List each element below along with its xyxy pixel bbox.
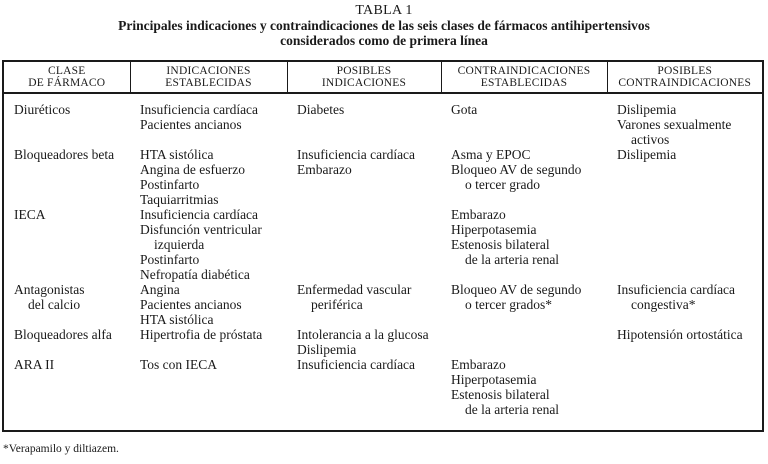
cell-contraindicaciones: Embarazo Hiperpotasemia Estenosis bilateral de la arteria renal — [451, 207, 560, 267]
table-row — [4, 327, 762, 357]
cell-indicaciones: HTA sistólica Angina de esfuerzo Postinfarto Taquiarritmias — [140, 147, 245, 207]
cell-clase: Diuréticos — [14, 102, 71, 117]
cell-indicaciones: Insuficiencia cardíaca Pacientes ancianos — [140, 102, 259, 132]
table-title-line-2: considerados como de primera línea — [280, 33, 488, 48]
table-caption — [0, 3, 768, 48]
header-clase: CLASE DE FÁRMACO — [4, 62, 130, 93]
cell-posibles-contraindicaciones — [607, 207, 762, 282]
cell-posibles-contraindicaciones: Hipotensión ortostática — [617, 327, 743, 342]
table-row — [4, 357, 762, 417]
cell-indicaciones: Insuficiencia cardíaca Disfunción ventricular izquierda Postinfarto Nefropatía diabética — [140, 207, 262, 282]
cell-clase: Antagonistas del calcio — [14, 282, 85, 312]
cell-clase: IECA — [14, 207, 46, 222]
cell-clase: Bloqueadores beta — [14, 147, 115, 162]
cell-posibles-contraindicaciones: Dislipemia — [617, 147, 677, 162]
cell-posibles-indicaciones: Intolerancia a la glucosa Dislipemia — [297, 327, 429, 357]
cell-clase: Bloqueadores alfa — [14, 327, 112, 342]
table-label: TABLA 1 — [355, 3, 413, 18]
cell-posibles-indicaciones: Insuficiencia cardíaca — [297, 357, 416, 372]
cell-posibles-indicaciones — [287, 207, 441, 282]
cell-posibles-indicaciones: Insuficiencia cardíaca Embarazo — [297, 147, 416, 177]
cell-indicaciones: Angina Pacientes ancianos HTA sistólica — [140, 282, 242, 327]
header-contraindicaciones: CONTRAINDICACIONES ESTABLECIDAS — [441, 62, 607, 93]
cell-contraindicaciones: Bloqueo AV de segundo o tercer grados* — [451, 282, 582, 312]
table-row — [4, 282, 762, 327]
table-frame — [2, 60, 764, 432]
cell-contraindicaciones: Embarazo Hiperpotasemia Estenosis bilateral de la arteria renal — [451, 357, 560, 417]
cell-posibles-indicaciones: Diabetes — [297, 102, 345, 117]
cell-contraindicaciones — [441, 327, 607, 357]
cell-indicaciones: Hipertrofia de próstata — [140, 327, 263, 342]
header-posibles-contraindicaciones: POSIBLES CONTRAINDICACIONES — [607, 62, 762, 93]
header-row — [4, 62, 762, 93]
cell-posibles-contraindicaciones — [607, 357, 762, 417]
cell-posibles-contraindicaciones: Insuficiencia cardíaca congestiva* — [617, 282, 736, 312]
table-title-line-1: Principales indicaciones y contraindicaciones de las seis clases de fármacos antihipertensivos — [118, 18, 650, 33]
cell-indicaciones: Tos con IECA — [140, 357, 218, 372]
cell-posibles-indicaciones: Enfermedad vascular periférica — [297, 282, 412, 312]
cell-clase: ARA II — [14, 357, 55, 372]
table-row — [4, 93, 762, 147]
cell-contraindicaciones: Gota — [451, 102, 478, 117]
footnote: *Verapamilo y diltiazem. — [3, 443, 119, 455]
table-row — [4, 147, 762, 207]
header-posibles-indicaciones: POSIBLES INDICACIONES — [287, 62, 441, 93]
header-indicaciones: INDICACIONES ESTABLECIDAS — [130, 62, 287, 93]
drug-table — [4, 62, 762, 417]
cell-posibles-contraindicaciones: Dislipemia Varones sexualmente activos — [617, 102, 732, 147]
table-row — [4, 207, 762, 282]
cell-contraindicaciones: Asma y EPOC Bloqueo AV de segundo o tercer grado — [451, 147, 582, 192]
